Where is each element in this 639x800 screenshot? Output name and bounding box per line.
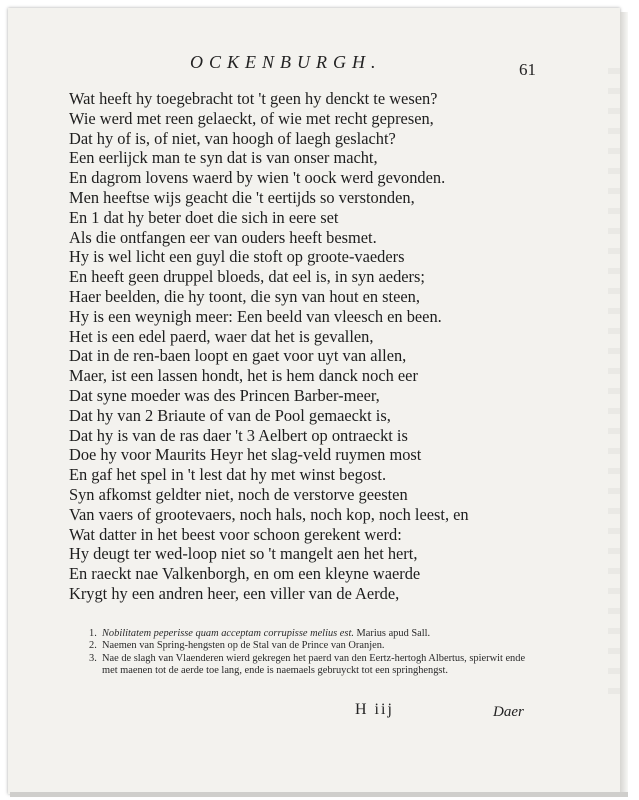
verse-block bbox=[69, 89, 539, 604]
page-edge-right bbox=[620, 12, 628, 794]
verse-line: Hy is een weynigh meer: Een beeld van vleesch en been. bbox=[69, 306, 442, 326]
verse-line: Wat heeft hy toegebracht tot 't geen hy denckt te wesen? bbox=[69, 89, 438, 108]
footnote bbox=[89, 628, 529, 640]
footnote-number: 2. bbox=[89, 640, 97, 652]
verse-line: Dat hy van 2 Briaute of van de Pool gemaeckt is, bbox=[69, 405, 391, 425]
verse-line: En dagrom lovens waerd by wien 't oock werd gevonden. bbox=[69, 168, 446, 188]
verse-line: Wat datter in het beest voor schoon gerekent werd: bbox=[69, 524, 402, 544]
footnote bbox=[89, 653, 529, 678]
verse-line: Een eerlijck man te syn dat is van onser macht, bbox=[69, 148, 378, 168]
catchword: Daer bbox=[493, 704, 524, 720]
signature-mark: H iij bbox=[355, 701, 394, 718]
verse-line: Hy is wel licht een guyl die stoft op groote-vaeders bbox=[69, 247, 405, 267]
footnote-number: 1. bbox=[89, 628, 97, 639]
page-edge-bottom bbox=[10, 792, 628, 797]
footnote-text bbox=[102, 628, 529, 640]
page-number: 61 bbox=[519, 60, 536, 79]
footnote-text bbox=[102, 653, 529, 678]
verse-line: Haer beelden, die hy toont, die syn van hout en steen, bbox=[69, 286, 420, 306]
verse-line: Krygt hy een andren heer, een viller van de Aerde, bbox=[69, 583, 400, 603]
running-header: OCKENBURGH. bbox=[190, 52, 382, 72]
verse-line: Dat hy is van de ras daer 't 3 Aelbert op ontraeckt is bbox=[69, 425, 408, 445]
verse-line: Men heeftse wijs geacht die 't eertijds so verstonden, bbox=[69, 187, 415, 207]
footnote-text bbox=[102, 640, 529, 652]
verse-line: Dat in de ren-baen loopt en gaet voor uyt van allen, bbox=[69, 346, 407, 366]
verse-line: Hy deugt ter wed-loop niet so 't mangelt aen het hert, bbox=[69, 544, 418, 564]
footnote-number: 3. bbox=[89, 652, 97, 664]
footnote-plain-text: Marius apud Sall. bbox=[353, 628, 431, 639]
footnotes bbox=[89, 628, 529, 678]
verse-line: Doe hy voor Maurits Heyr het slag-veld ruymen most bbox=[69, 445, 422, 465]
verse-line: Dat syne moeder was des Princen Barber-meer, bbox=[69, 385, 380, 405]
footnote bbox=[89, 640, 529, 652]
verse-line: Dat hy of is, of niet, van hoogh of laegh geslacht? bbox=[69, 128, 396, 148]
verse-line: Wie werd met reen gelaeckt, of wie met recht gepresen, bbox=[69, 108, 434, 128]
verse-line: En raeckt nae Valkenborgh, en om een kleyne waerde bbox=[69, 564, 421, 584]
verse-line: Syn afkomst geldter niet, noch de verstorve geesten bbox=[69, 484, 408, 504]
verse-line: Maer, ist een lassen hondt, het is hem danck noch eer bbox=[69, 366, 418, 386]
footnote-italic-text: Nobilitatem peperisse quam acceptam corrupisse melius est. bbox=[102, 628, 354, 639]
verse-line: Als die ontfangen eer van ouders heeft besmet. bbox=[69, 227, 377, 247]
footnote-plain-text: Nae de slagh van Vlaenderen wierd gekregen het paerd van den Eertz-hertogh Albertus, spierwit ende met maenen tot de aerde toe lang, ende is naemaels gebruyckt tot een springhengst. bbox=[102, 652, 526, 677]
verse-line: En gaf het spel in 't lest dat hy met winst begost. bbox=[69, 465, 387, 485]
verse-line: En 1 dat hy beter doet die sich in eere set bbox=[69, 207, 339, 227]
verse-line: Van vaers of grootevaers, noch hals, noch kop, noch leest, en bbox=[69, 504, 469, 524]
footnote-plain-text: Naemen van Spring-hengsten op de Stal van de Prince van Oranjen. bbox=[102, 640, 385, 652]
verse-line: En heeft geen druppel bloeds, dat eel is, in syn aeders; bbox=[69, 267, 425, 287]
verse-line: Het is een edel paerd, waer dat het is gevallen, bbox=[69, 326, 374, 346]
